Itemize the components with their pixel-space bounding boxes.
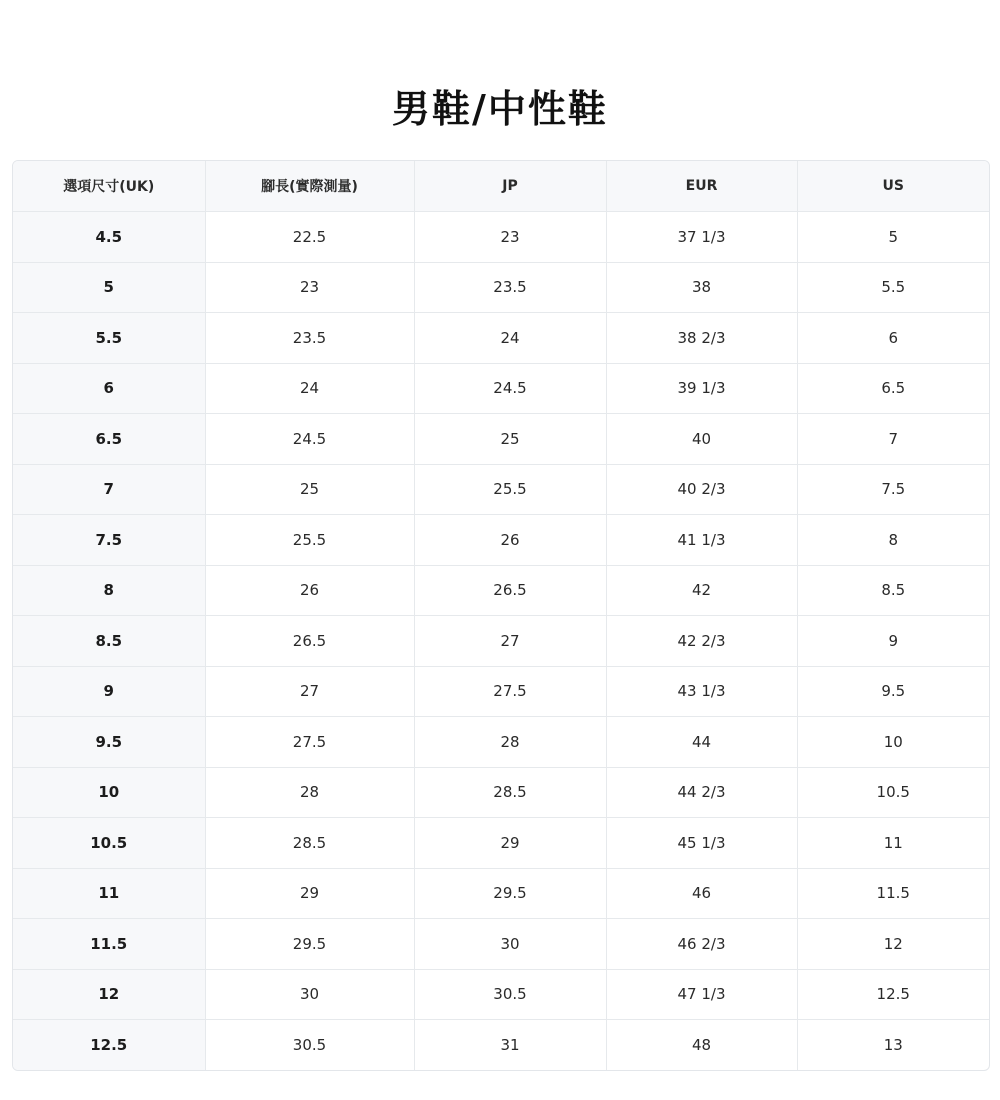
cell-us: 12.5 xyxy=(797,969,989,1020)
table-row xyxy=(13,464,989,515)
size-chart-table-container xyxy=(12,160,990,1071)
cell-eur: 39 1/3 xyxy=(606,363,797,414)
cell-eur: 37 1/3 xyxy=(606,212,797,263)
table-row xyxy=(13,313,989,364)
cell-foot-length: 30.5 xyxy=(205,1020,414,1070)
header-us: US xyxy=(797,161,989,212)
cell-uk-size: 11.5 xyxy=(13,919,205,970)
cell-us: 11 xyxy=(797,818,989,869)
table-row xyxy=(13,717,989,768)
cell-jp: 28.5 xyxy=(414,767,606,818)
cell-eur: 38 2/3 xyxy=(606,313,797,364)
cell-foot-length: 29 xyxy=(205,868,414,919)
table-row xyxy=(13,1020,989,1070)
cell-us: 5.5 xyxy=(797,262,989,313)
cell-foot-length: 26.5 xyxy=(205,616,414,667)
cell-eur: 47 1/3 xyxy=(606,969,797,1020)
cell-foot-length: 27 xyxy=(205,666,414,717)
cell-us: 7 xyxy=(797,414,989,465)
cell-uk-size: 5 xyxy=(13,262,205,313)
cell-us: 13 xyxy=(883,1036,903,1055)
table-row xyxy=(13,262,989,313)
cell-jp: 30.5 xyxy=(414,969,606,1020)
cell-us: 11.5 xyxy=(797,868,989,919)
cell-jp: 31 xyxy=(414,1020,606,1070)
cell-eur: 43 1/3 xyxy=(606,666,797,717)
table-row xyxy=(13,969,989,1020)
cell-eur: 45 1/3 xyxy=(606,818,797,869)
cell-jp: 25.5 xyxy=(414,464,606,515)
cell-uk-size: 7.5 xyxy=(13,515,205,566)
cell-eur: 46 xyxy=(606,868,797,919)
cell-foot-length: 25.5 xyxy=(205,515,414,566)
cell-uk-size: 8 xyxy=(13,565,205,616)
cell-uk-size: 10 xyxy=(13,767,205,818)
cell-eur: 40 xyxy=(606,414,797,465)
table-row xyxy=(13,767,989,818)
cell-uk-size: 12 xyxy=(13,969,205,1020)
cell-us: 10.5 xyxy=(797,767,989,818)
cell-jp: 26 xyxy=(414,515,606,566)
cell-jp: 29 xyxy=(414,818,606,869)
cell-eur: 40 2/3 xyxy=(606,464,797,515)
cell-uk-size: 6.5 xyxy=(13,414,205,465)
cell-us: 12 xyxy=(797,919,989,970)
cell-uk-size: 10.5 xyxy=(13,818,205,869)
cell-foot-length: 29.5 xyxy=(205,919,414,970)
cell-jp: 24 xyxy=(414,313,606,364)
cell-foot-length: 24 xyxy=(205,363,414,414)
cell-jp: 23 xyxy=(414,212,606,263)
cell-us: 9 xyxy=(797,616,989,667)
table-row xyxy=(13,363,989,414)
cell-uk-size: 7 xyxy=(13,464,205,515)
cell-us: 7.5 xyxy=(797,464,989,515)
cell-jp: 27 xyxy=(414,616,606,667)
cell-uk-size: 4.5 xyxy=(13,212,205,263)
cell-jp: 30 xyxy=(414,919,606,970)
cell-uk-size: 11 xyxy=(13,868,205,919)
cell-eur: 44 xyxy=(606,717,797,768)
table-header-row xyxy=(13,161,989,212)
table-body xyxy=(13,212,989,1071)
cell-uk-size: 9 xyxy=(13,666,205,717)
table-row xyxy=(13,565,989,616)
cell-eur: 38 xyxy=(606,262,797,313)
cell-eur: 46 2/3 xyxy=(606,919,797,970)
cell-us: 10 xyxy=(797,717,989,768)
cell-jp: 23.5 xyxy=(414,262,606,313)
table-row xyxy=(13,666,989,717)
table-row xyxy=(13,868,989,919)
cell-eur: 44 2/3 xyxy=(606,767,797,818)
cell-jp: 27.5 xyxy=(414,666,606,717)
cell-foot-length: 23.5 xyxy=(205,313,414,364)
table-row xyxy=(13,919,989,970)
cell-foot-length: 22.5 xyxy=(205,212,414,263)
cell-us: 5 xyxy=(797,212,989,263)
cell-foot-length: 23 xyxy=(205,262,414,313)
cell-foot-length: 30 xyxy=(205,969,414,1020)
header-uk-size: 選項尺寸(UK) xyxy=(13,161,205,212)
table-row xyxy=(13,515,989,566)
cell-eur: 42 xyxy=(606,565,797,616)
page-title: 男鞋/中性鞋 xyxy=(392,87,608,132)
header-eur: EUR xyxy=(606,161,797,212)
table-row xyxy=(13,414,989,465)
cell-uk-size: 5.5 xyxy=(13,313,205,364)
cell-uk-size: 12.5 xyxy=(13,1020,205,1070)
cell-us: 6.5 xyxy=(797,363,989,414)
cell-us: 6 xyxy=(797,313,989,364)
table-row xyxy=(13,818,989,869)
size-chart-table xyxy=(13,161,989,1070)
cell-eur: 48 xyxy=(606,1020,797,1070)
cell-jp: 26.5 xyxy=(414,565,606,616)
cell-uk-size: 9.5 xyxy=(13,717,205,768)
cell-uk-size: 6 xyxy=(13,363,205,414)
cell-foot-length: 25 xyxy=(205,464,414,515)
header-foot-length: 腳長(實際測量) xyxy=(205,161,414,212)
cell-jp: 24.5 xyxy=(414,363,606,414)
cell-eur: 42 2/3 xyxy=(606,616,797,667)
cell-foot-length: 24.5 xyxy=(205,414,414,465)
cell-jp: 28 xyxy=(414,717,606,768)
cell-foot-length: 27.5 xyxy=(205,717,414,768)
header-jp: JP xyxy=(414,161,606,212)
cell-us: 8 xyxy=(797,515,989,566)
cell-foot-length: 28 xyxy=(205,767,414,818)
cell-foot-length: 26 xyxy=(205,565,414,616)
cell-jp: 25 xyxy=(414,414,606,465)
cell-us: 9.5 xyxy=(797,666,989,717)
cell-uk-size: 8.5 xyxy=(13,616,205,667)
table-row xyxy=(13,212,989,263)
table-row xyxy=(13,616,989,667)
cell-jp: 29.5 xyxy=(414,868,606,919)
cell-eur: 41 1/3 xyxy=(606,515,797,566)
cell-foot-length: 28.5 xyxy=(205,818,414,869)
cell-us: 8.5 xyxy=(797,565,989,616)
